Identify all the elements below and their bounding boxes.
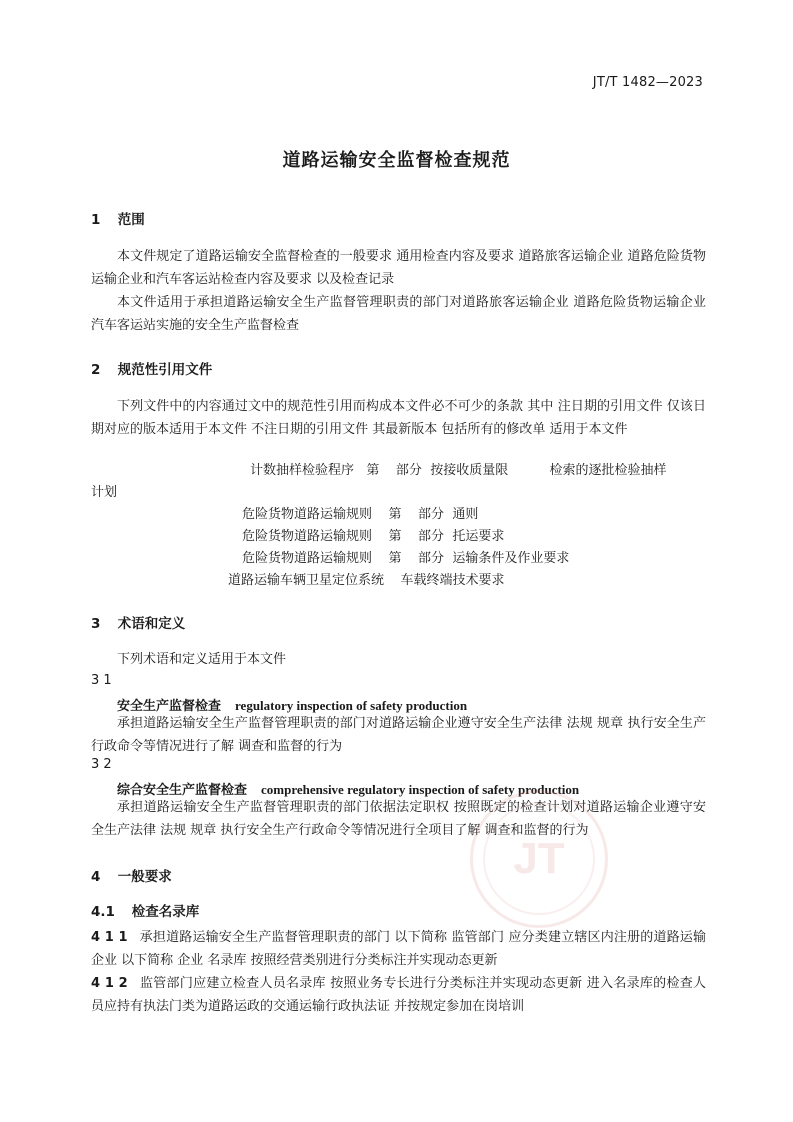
section-title: 术语和定义 [117,616,186,632]
section-number: 1 [91,212,101,228]
section-number: 2 [91,362,101,378]
term-number: 3 1 [91,673,112,688]
section-1-paragraph-2: 本文件适用于承担道路运输安全生产监督管理职责的部门对道路旅客运输企业 道路危险货物运输企业 汽车客运站实施的安全生产监督检查 [91,295,706,333]
term-english: comprehensive regulatory inspection of safety production [261,782,580,797]
reference-item: 计数抽样检验程序 第 部分 按接收质量限 检索的逐批检验抽样 [250,463,667,478]
jt-logo-icon: JT [483,803,595,915]
term-definition: 承担道路运输安全生产监督管理职责的部门对道路运输企业遵守安全生产法律 法规 规章 执行安全生产行政命令等情况进行了解 调查和监督的行为 [91,716,706,754]
section-2-paragraph: 下列文件中的内容通过文中的规范性引用而构成本文件必不可少的条款 其中 注日期的引用文件 仅该日期对应的版本适用于本文件 不注日期的引用文件 其最新版本 包括所有的修改单 适用于本文件 [91,399,706,437]
reference-item: 危险货物道路运输规则 第 部分 托运要求 [242,529,505,544]
clause-text: 承担道路运输安全生产监督管理职责的部门 以下简称 监管部门 应分类建立辖区内注册的道路运输企业 以下简称 企业 名录库 按照经营类别进行分类标注并实现动态更新 [91,930,706,968]
reference-item: 计划 [91,485,118,500]
term-number: 3 2 [91,757,112,772]
watermark-seal [470,790,608,928]
term-english: regulatory inspection of safety production [235,698,468,713]
section-title: 一般要求 [117,869,172,885]
section-number: 3 [91,616,101,632]
section-3-heading [91,612,185,632]
clause-number: 4 1 1 [91,930,128,945]
section-title: 范围 [117,212,145,228]
clause-text: 监管部门应建立检查人员名录库 按照业务专长进行分类标注并实现动态更新 进入名录库的检查人员应持有执法门类为道路运政的交通运输行政执法证 并按规定参加在岗培训 [91,976,706,1014]
section-1-heading [91,208,145,228]
section-2-heading [91,358,212,378]
clause-4-1-2 [91,972,706,1018]
section-1-paragraph-1: 本文件规定了道路运输安全监督检查的一般要求 通用检查内容及要求 道路旅客运输企业 道路危险货物运输企业和汽车客运站检查内容及要求 以及检查记录 [91,249,706,287]
term-chinese: 安全生产监督检查 [117,699,222,714]
section-title: 规范性引用文件 [117,362,213,378]
reference-item: 危险货物道路运输规则 第 部分 运输条件及作业要求 [242,551,570,566]
subsection-4-1-heading [91,900,199,920]
document-title: 道路运输安全监督检查规范 [282,150,511,171]
section-3-intro: 下列术语和定义适用于本文件 [117,652,287,667]
clause-4-1-1 [91,926,706,972]
standard-number: JT/T 1482—2023 [592,75,703,90]
reference-item: 道路运输车辆卫星定位系统 车载终端技术要求 [228,573,505,588]
subsection-number: 4.1 [91,904,115,920]
section-number: 4 [91,869,101,885]
reference-item: 危险货物道路运输规则 第 部分 通则 [242,507,479,522]
clause-number: 4 1 2 [91,976,128,991]
section-4-heading [91,865,172,885]
term-chinese: 综合安全生产监督检查 [117,783,248,798]
subsection-title: 检查名录库 [131,904,200,920]
term-definition: 承担道路运输安全生产监督管理职责的部门依据法定职权 按照既定的检查计划对道路运输企业遵守安全生产法律 法规 规章 执行安全生产行政命令等情况进行全项目了解 调查和监督的行为 [91,800,706,838]
